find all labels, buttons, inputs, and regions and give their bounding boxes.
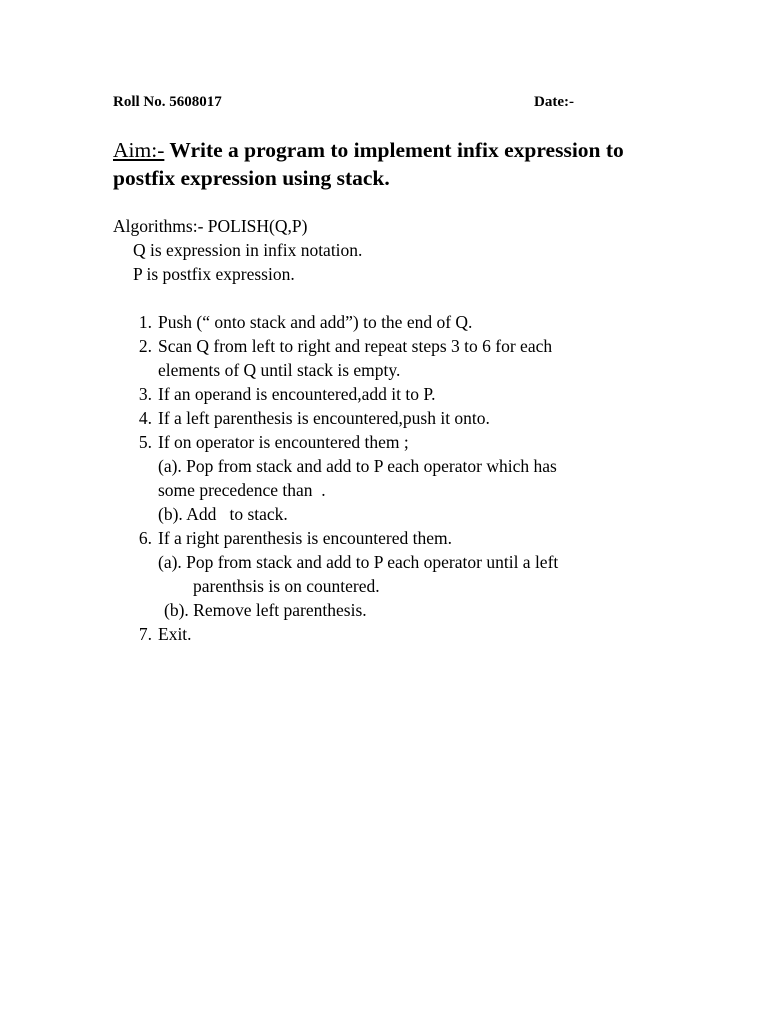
step-6b-text: (b). Remove left parenthesis. — [164, 600, 367, 620]
aim-statement — [113, 136, 683, 192]
step-6a-text-line-2: parenthsis is on countered. — [193, 576, 380, 596]
step-4-number: 4. — [138, 408, 152, 428]
step-7-text: Exit. — [158, 624, 192, 644]
roll-number: Roll No. 5608017 — [113, 94, 222, 110]
step-5b-text: (b). Add to stack. — [158, 504, 288, 524]
algorithm-title: Algorithms:- POLISH(Q,P) — [113, 216, 308, 236]
step-7-number: 7. — [138, 624, 152, 644]
algorithm-desc-q: Q is expression in infix notation. — [133, 240, 363, 260]
step-3-text: If an operand is encountered,add it to P. — [158, 384, 436, 404]
aim-text: Write a program to implement infix expression to postfix expression using stack. — [113, 138, 624, 190]
step-6a-text-line-1: (a). Pop from stack and add to P each operator until a left — [158, 552, 559, 572]
step-6-text: If a right parenthesis is encountered them. — [158, 528, 452, 548]
step-5a-text-line-1: (a). Pop from stack and add to P each operator which has — [158, 456, 557, 476]
step-2-text-line-2: elements of Q until stack is empty. — [158, 360, 401, 380]
step-6-number: 6. — [138, 528, 152, 548]
date-label: Date:- — [534, 94, 574, 110]
step-3-number: 3. — [138, 384, 152, 404]
algorithm-desc-p: P is postfix expression. — [133, 264, 295, 284]
header-row — [113, 94, 713, 116]
step-5a-text-line-2: some precedence than . — [158, 480, 326, 500]
step-4-text: If a left parenthesis is encountered,push it onto. — [158, 408, 490, 428]
aim-label: Aim:- — [113, 138, 165, 162]
step-5-number: 5. — [138, 432, 152, 452]
step-1-number: 1. — [138, 312, 152, 332]
step-5-text: If on operator is encountered them ; — [158, 432, 409, 452]
step-2-number: 2. — [138, 336, 152, 356]
step-1-text: Push (“ onto stack and add”) to the end of Q. — [158, 312, 473, 332]
step-2-text-line-1: Scan Q from left to right and repeat steps 3 to 6 for each — [158, 336, 553, 356]
